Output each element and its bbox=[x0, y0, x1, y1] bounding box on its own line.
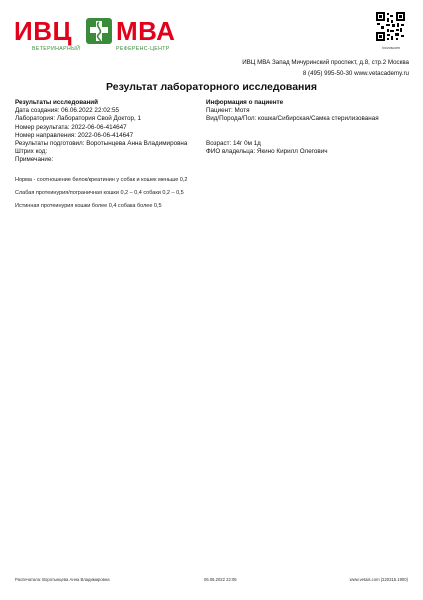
logo-subtitle-right: РЕФЕРЕНС-ЦЕНТР bbox=[116, 46, 170, 52]
address-line: ИВЦ МВА Запад Мичуринский проспект, д.8, стр.2 Москва bbox=[242, 59, 409, 66]
patient-heading: Информация о пациенте bbox=[206, 99, 284, 106]
owner-name: ФИО владельца: Якино Кирилл Олегович bbox=[206, 147, 328, 155]
reference-notes bbox=[15, 177, 187, 216]
patient-age: Возраст: 14г 0м 1д bbox=[206, 139, 261, 147]
logo-text-right: МВА bbox=[116, 16, 176, 46]
clinic-logo bbox=[14, 18, 184, 54]
software-link[interactable]: www.vetais.com (220315.1900) bbox=[349, 577, 408, 582]
qr-caption: ivcvoscom bbox=[382, 46, 400, 50]
patient-section bbox=[206, 99, 411, 156]
results-heading: Результаты исследований bbox=[15, 99, 99, 106]
logo-text-left: ИВЦ bbox=[14, 16, 72, 46]
laboratory: Лаборатория: Лаборатория Свой Доктор, 1 bbox=[15, 115, 142, 123]
created-date: Дата создания: 06.06.2022 22:02:55 bbox=[15, 107, 119, 115]
printed-by: Распечатала: Воротынцева Анна Владимировна bbox=[15, 577, 110, 582]
patient-name: Пациент: Мотя bbox=[206, 107, 250, 115]
barcode-label: Штрих код: bbox=[15, 148, 48, 156]
qr-code-icon bbox=[376, 12, 405, 41]
note-label: Примечание: bbox=[15, 156, 54, 164]
result-number: Номер результата: 2022-06-06-414647 bbox=[15, 123, 127, 131]
logo-subtitle-left: ВЕТЕРИНАРНЫЙ bbox=[32, 46, 81, 52]
note-line: Норма - соотношение белок/креатинин у собак и кошек меньше 0,2 bbox=[15, 177, 188, 183]
caduceus-icon bbox=[84, 16, 114, 46]
page-title: Результат лабораторного исследования bbox=[106, 81, 317, 93]
clinic-address bbox=[242, 57, 409, 79]
print-date: 06.06.2022 22:05 bbox=[204, 577, 237, 582]
referral-number: Номер направления: 2022-06-06-414647 bbox=[15, 131, 134, 139]
prepared-by: Результаты подготовил: Воротынцева Анна Владимировна bbox=[15, 140, 188, 148]
note-line: Истинная протеинурия кошки более 0,4 собака более 0,5 bbox=[15, 203, 162, 209]
note-line: Слабая протеинурия/пограничная кошки 0,2 – 0,4 собаки 0,2 – 0,5 bbox=[15, 190, 184, 196]
patient-species: Вид/Порода/Пол: кошка/Сибирская/Самка стерилизованая bbox=[206, 115, 379, 123]
contact-line: 8 (495) 995-50-30 www.vetacademy.ru bbox=[302, 70, 409, 77]
results-section bbox=[15, 99, 195, 165]
